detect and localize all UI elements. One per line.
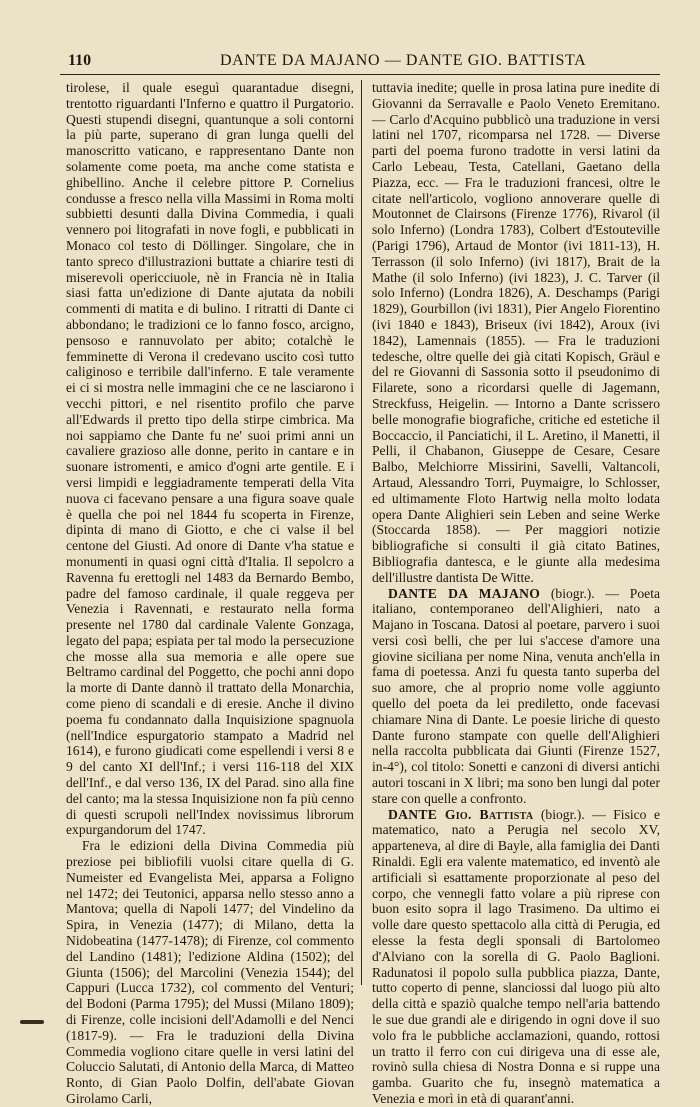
entry-title: DANTE DA MAJANO xyxy=(388,585,541,601)
entry-dante-da-majano xyxy=(372,586,660,807)
left-column xyxy=(66,80,354,1106)
entry-title: DANTE Gio. Battista xyxy=(388,806,534,822)
page-number: 110 xyxy=(68,52,92,69)
right-paragraph: tuttavia inedite; quelle in prosa latina pure inedite di Giovanni da Serravalle e Paolo Veneto Eremitano. — Carlo d'Acquino pubblicò una traduzione in versi latini nel 1707, ricomparsa nel 1728. — Diverse parti del poema furono tradotte in versi latini da Carlo Lebeau, Testa, Catellani, Gaetano della Piazza, ecc. — Fra le traduzioni francesi, oltre le citate nell'articolo, vogliono annoverare quelle di Moutonnet de Clairsons (Firenze 1776), Rivarol (il solo Inferno) (Londra 1783), Colbert d'Estouteville (Parigi 1796), Artaud de Montor (ivi 1811-13), H. Terrasson (il solo Inferno) (ivi 1817), Brait de la Mathe (il solo Inferno) (ivi 1823), J. C. Tarver (il solo Inferno) (Londra 1826), A. Deschamps (Parigi 1829), Gourbillon (ivi 1831), Pier Angelo Fiorentino (ivi 1840 e 1843), Briseux (ivi 1842), Aroux (ivi 1842), Lamennais (1855). — Fra le traduzioni tedesche, oltre quelle dei già citati Kopisch, Gräul e del re Giovanni di Sassonia sotto il pseudonimo di Filarete, sono a ricordarsi quelle di Jagemann, Streckfuss, Heigelin. — Intorno a Dante scrissero belle monografie biografiche, critiche ed estetiche il Boccaccio, il Panciatichi, il L. Aretino, il Manetti, il Pelli, il Chabanon, Giuseppe de Cesare, Cesare Balbo, Melchiorre Missirini, Savelli, Valtancoli, Artaud, Alessandro Torri, Puymaigre, lo Schlosser, ed ultimamente Floto Hartwig nella molto lodata opera Dante Alighieri sein Leben and seine Werke (Stoccarda 1858). — Per maggiori notizie bibliografiche si consulti il già citato Batines, Bibliografia dantesca, e le giunte alla medesima dell'illustre dantista De Witte. xyxy=(372,80,660,585)
entry-text: (biogr.). — Poeta italiano, contemporaneo dell'Alighieri, nato a Majano in Toscana. Datosi al poetare, parvero i suoi versi così belli, che per lui s'accese d'amore una giovine siciliana per nome Nina, venuta anch'ella in fama di poetessa. Anzi fu questa tanto superba del suo amore, che al proprio nome volle aggiunto quello del poeta da lei prediletto, onde facevasi chiamare Nina di Dante. Le poesie liriche di questo Dante furono stampate con quelle dell'Alighieri nella raccolta pubblicata dai Giunti (Firenze 1527, in-4°), col titolo: Sonetti e canzoni di diversi antichi autori toscani in X libri; ma sono ben lungi dal poter stare con quelle a confronto. xyxy=(372,585,661,806)
right-column xyxy=(372,80,661,1106)
left-paragraph: tirolese, il quale eseguì quarantadue disegni, trentotto riguardanti l'Inferno e quattro il Purgatorio. Questi stupendi disegni, quantunque a soli contorni la più parte, superano di gran lunga quelli del manoscritto vaticano, e rappresentano Dante non solamente come poeta, ma anche come statista e ghibellino. Anche il celebre pittore P. Cornelius condusse a fresco nella villa Massimi in Roma molti subbietti desunti dalla Divina Commedia, i quali vennero poi litografati in nove fogli, e pubblicati in Monaco col testo di Döllinger. Singolare, che in tanto spreco d'illustrazioni buttate a chiarire testi di miserevoli opericciuole, nè in Francia nè in Italia siasi fatta un'edizione di Dante ajutata da nobili commenti di matita e di bulino. I ritratti di Dante ci abbondano; le tradizioni ce lo fanno fosco, arcigno, pensoso e rannuvolato per abito; cotalchè le femminette di Verona il credevano uscito così tutto caliginoso e terribile dall'inferno. E tale veramente ei ci si mostra nelle immagini che ce ne lasciarono i vecchi pittori, e nel risentito profilo che parve all'Edwards il pretto tipo della stirpe cimbrica. Ma noi sappiamo che Dante fu ne' suoi primi anni un cavaliere grazioso alle donne, perito in cantare e in suonare istromenti, e amico d'ogni arte gentile. E i versi limpidi e leggiadramente temperati della Vita nuova ci facevano pensare a una figura soave quale è quella che poi nel 1844 fu scoperta in Firenze, dipinta di mano di Giotto, e che ci valse il bel centone del Giusti. Ad onore di Dante v'ha statue e monumenti in quasi ogni città d'Italia. Il sepolcro a Ravenna fu erettogli nel 1483 da Bernardo Bembo, padre del famoso cardinale, il quale reggeva per Venezia i Ravennati, e restaurato nella forma presente nel 1780 dal cardinale Valente Gonzaga, legato del papa; espiata per tal modo la persecuzione che mosse alla sua memoria e alle opere sue Beltramo cardinal del Poggetto, che pochi anni dopo la morte di Dante dannò il trattato della Monarchia, come pieno di scandali e di eresie. Anche il divino poema fu condannato dalla Inquisizione spagnuola (nell'Indice espurgatorio stampato a Madrid nel 1614), e furono giudicati come espellendi i versi 8 e 9 del canto XI dell'Inf.; i versi 116-118 del XIX dell'Inf., e dal verso 136, IX del Parad. sino alla fine del canto; ma la stessa Inquisizione non fa più cenno di questi scrupoli nell'Index novissimus librorum expurgandorum del 1747. xyxy=(66,80,354,838)
left-paragraph: Fra le edizioni della Divina Commedia più preziose pei bibliofili vuolsi citare quella di G. Numeister ed Evangelista Mei, apparsa a Foligno nel 1472; dei Teutonici, apparsa nello stesso anno a Mantova; quella di Napoli 1477; del Vindelino da Spira, in Venezia (1477); di Milano, detta la Nidobeatina (1477-1478); di Firenze, col commento del Landino (1481); l'edizione Aldina (1502); del Giunta (1506); del Marcolini (Venezia 1544); del Cappuri (Lucca 1732), col commento del Venturi; del Bodoni (Parma 1795); del Mussi (Milano 1809); di Firenze, colle incisioni dell'Adamolli e del Nenci (1817-9). — Fra le traduzioni della Divina Commedia vogliono citare quelle in versi latini del Coluccio Salutati, di Antonio della Marca, di Matteo Ronto, di Gian Paolo Dolfin, dell'abate Giovan Girolamo Carli, xyxy=(66,838,354,1106)
column-divider xyxy=(361,80,362,985)
running-title: DANTE DA MAJANO — DANTE GIO. BATTISTA xyxy=(220,52,587,69)
entry-dante-gio-battista xyxy=(372,807,660,1107)
page-header xyxy=(60,44,660,75)
entry-text: (biogr.). — Fisico e matematico, nato a Perugia nel secolo XV, apparteneva, al dire di Bayle, alla famiglia dei Danti Rinaldi. Egli era valente matematico, ed inventò ale artificiali sì esattamente proporzionate al peso del corpo, che vennegli fatto volare a più riprese con buon esito sopra il lago Trasimeno. Da ultimo ei volle dare questo spettacolo alla città di Perugia, ed elesse la festa degli sponsali di Bartolomeo d'Alviano con la sorella di G. Paolo Baglioni. Radunatosi il popolo sulla pubblica piazza, Dante, tutto coperto di penne, slanciossi dal luogo più alto della città e spaziò qualche tempo nell'aria battendo le sue due grandi ale e dirigendo in ogni dove il suo volo fra le pubbliche acclamazioni, quando, rottosi un tratto il ferro con cui dirigeva una di esse ale, rovinò sulla chiesa di Nostra Donna e si ruppe una gamba. Guarito che fu, insegnò matematica a Venezia e morì in età di quarant'anni. xyxy=(372,806,660,1106)
ink-mark xyxy=(20,1020,44,1024)
